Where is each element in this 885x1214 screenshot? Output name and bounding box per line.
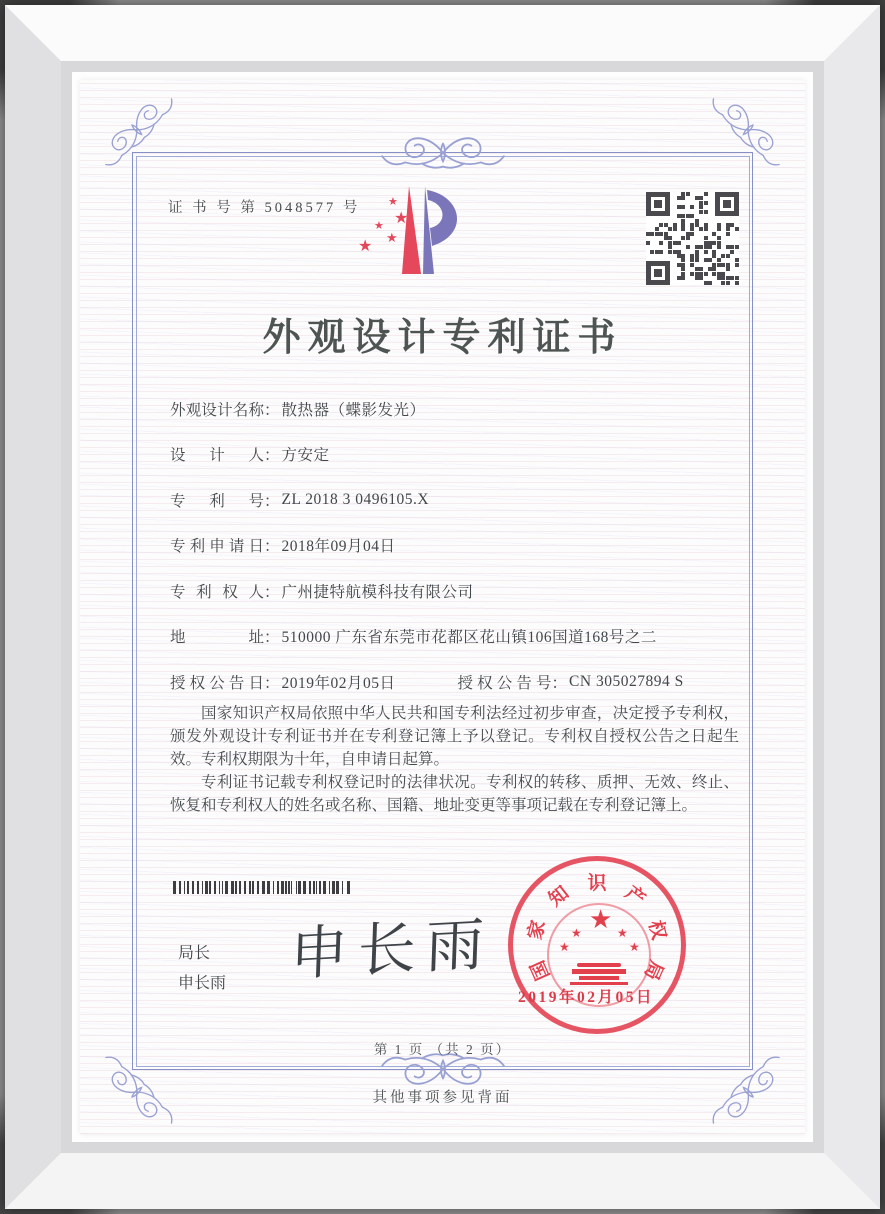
field-colon: ： (264, 674, 280, 692)
barcode (173, 881, 351, 894)
qr-finder-icon (646, 192, 670, 216)
field-colon: ： (264, 538, 280, 556)
field-pair-grant-no (458, 671, 684, 693)
field-label: 授权公告号 (457, 674, 552, 692)
field-row-address (170, 614, 747, 660)
official-seal (508, 856, 686, 1034)
flourish-ornament (699, 81, 797, 179)
flourish-ornament (88, 81, 186, 179)
field-label: 专利申请日 (170, 538, 264, 556)
emblem-star-icon: ★ (571, 926, 582, 940)
seal-char: 国 (526, 957, 554, 984)
flourish-ornament (358, 132, 528, 174)
field-value: 510000 广东省东莞市花都区花山镇106国道168号之二 (281, 629, 657, 647)
emblem-star-icon: ★ (617, 926, 628, 940)
field-value: 方安定 (281, 447, 330, 465)
logo-star-icon: ★ (358, 236, 373, 255)
director-name: 申长雨 (178, 975, 227, 992)
certificate-number: 证 书 号 第 5048577 号 (168, 200, 361, 216)
field-colon: ： (551, 674, 568, 692)
field-row-design-name (170, 386, 747, 432)
seal-char: 识 (587, 872, 607, 894)
seal-char: 家 (524, 918, 550, 942)
field-value: 2018年09月04日 (281, 538, 396, 556)
logo-star-icon: ★ (388, 195, 398, 208)
field-list (170, 386, 747, 705)
emblem-star-icon: ★ (629, 940, 640, 954)
field-label: 设计人 (170, 447, 264, 465)
field-row-designer (170, 432, 747, 478)
legal-text (170, 702, 739, 817)
qr-finder-icon (646, 261, 670, 285)
qr-finder-icon (715, 192, 739, 216)
gate-icon (569, 963, 629, 987)
logo-star-icon: ★ (374, 219, 384, 232)
legal-paragraph: 国家知识产权局依照中华人民共和国专利法经过初步审查，决定授予专利权，颁发外观设计专利证书并在专利登记簿上予以登记。专利权自授权公告之日起生效。专利权期限为十年，自申请日起算。 (170, 705, 739, 768)
back-note: 其他事项参见背面 (372, 1090, 513, 1106)
cnipa-logo-icon (348, 182, 472, 284)
field-row-grant (170, 659, 747, 705)
director-signature: 申长雨 (288, 911, 495, 988)
legal-paragraph: 专利证书记载专利权登记时的法律状况。专利权的转移、质押、无效、终止、恢复和专利权人的姓名或名称、国籍、地址变更等事项记载在专利登记簿上。 (170, 774, 739, 814)
logo-star-icon: ★ (386, 231, 398, 246)
field-label: 授权公告日 (170, 674, 264, 692)
seal-char: 知 (544, 882, 573, 911)
director-title: 局长 (178, 945, 211, 962)
emblem-star-icon: ★ (589, 905, 613, 935)
field-colon: ： (264, 629, 280, 647)
field-value: CN 305027894 S (569, 672, 684, 690)
seal-char: 权 (644, 918, 670, 942)
certificate-page (80, 80, 805, 1134)
field-label: 专利号 (170, 492, 264, 510)
field-label: 专利权人 (170, 583, 264, 601)
field-row-filing-date (170, 523, 747, 569)
field-row-patent-no (170, 477, 747, 523)
field-value: ZL 2018 3 0496105.X (281, 490, 430, 508)
seal-date: 2019年02月05日 (518, 989, 655, 1006)
field-colon: ： (264, 492, 280, 510)
logo-star-icon: ★ (394, 208, 409, 227)
field-row-patentee (170, 568, 747, 614)
field-label: 外观设计名称 (170, 401, 264, 419)
field-value: 2019年02月05日 (281, 674, 396, 692)
field-value: 散热器（蝶影发光） (281, 401, 426, 419)
field-colon: ： (264, 401, 280, 419)
qr-code (646, 192, 739, 285)
seal-char: 局 (640, 957, 668, 984)
field-value: 广州捷特航模科技有限公司 (281, 583, 474, 601)
field-colon: ： (264, 447, 280, 465)
field-label: 地址 (170, 629, 264, 647)
field-colon: ： (264, 583, 280, 601)
page-info: 第 1 页 （共 2 页） (373, 1042, 512, 1057)
seal-char: 产 (621, 882, 650, 911)
emblem-star-icon: ★ (559, 940, 570, 954)
certificate-title: 外观设计专利证书 (262, 317, 623, 359)
